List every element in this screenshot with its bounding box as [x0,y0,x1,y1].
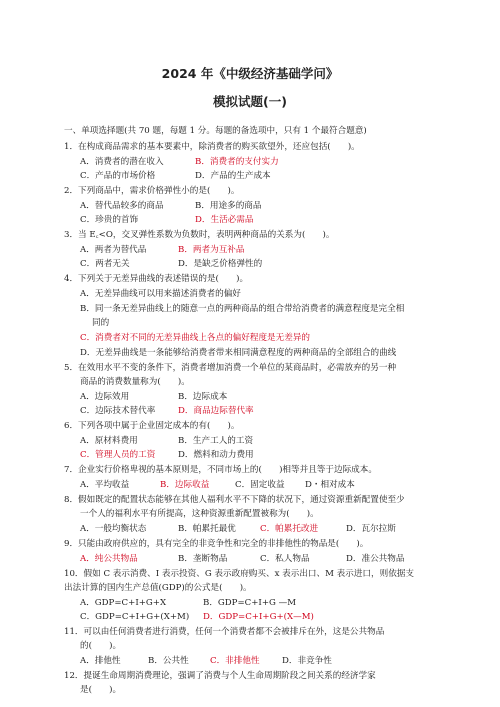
q1-option-b: B．消费者的支付实力 [195,157,279,167]
q6-option-b: B．生产工人的工资 [178,436,254,446]
q2-option-a: A．替代品较多的商品 [80,201,164,211]
question-5-line2: 商品的消费数量称为( )。 [80,377,190,387]
question-6: 6．下列各项中属于企业固定成本的有( )。 [64,421,240,431]
q2-option-c: C．珍贵的首饰 [80,215,139,225]
doc-subtitle: 模拟试题(一) [213,94,287,109]
q8-option-d: D．瓦尔拉斯 [346,524,396,534]
q3-option-d: D．是缺乏价格弹性的 [178,259,263,269]
question-8-line1: 8．假如既定的配置状态能够在其他人福利水平不下降的状况下，通过资源重新配置使至少 [64,495,405,505]
question-12-line2: 是( )。 [80,685,122,695]
question-2: 2．下列商品中，需求价格弹性小的是( )。 [64,186,240,196]
question-11-line1: 11．可以由任何消费者进行消费，任何一个消费者都不会被排斥在外，这是公共物品 [64,627,385,637]
q5-option-d: D．商品边际替代率 [178,406,254,416]
q9-option-c: C．私人物品 [260,554,310,564]
q10-option-b: B．GDP=C+I+G —M [203,598,297,608]
q2-option-b: B．用途多的商品 [195,201,262,211]
question-5-line1: 5．在效用水平不变的条件下，消费者增加消费一个单位的某商品时，必需放弃的另一种 [64,363,397,373]
q5-option-a: A．边际效用 [80,392,130,402]
q10-option-d: D．GDP=C+I+G+(X—M) [203,612,314,622]
q3-option-a: A．两者为替代品 [80,245,147,255]
question-3: 3．当 E꜀<O，交叉弹性系数为负数时，表明两种商品的关系为( )。 [64,230,335,240]
q4-option-d: D．无差异曲线是一条能够给消费者带来相同满意程度的两种商品的全部组合的曲线 [80,348,397,358]
q1-option-d: D．产品的生产成本 [195,171,271,181]
q6-option-c: C．管理人员的工资 [80,450,156,460]
q9-option-a: A．纯公共物品 [80,554,138,564]
question-10-line2: 出法计算的国内生产总值(GDP)的公式是( )。 [64,583,252,593]
q11-option-d: D．非竞争性 [282,656,332,666]
q9-option-b: B．垄断物品 [178,554,228,564]
q8-option-a: A．一般均衡状态 [80,524,147,534]
question-9: 9．只能由政府供应的，具有完全的非竞争性和完全的非排他性的物品是( )。 [64,539,369,549]
q10-option-c: C．GDP=C+I+G+(X+M) [80,612,190,622]
q7-option-a: A．平均收益 [80,480,130,490]
q1-option-c: C．产品的市场价格 [80,171,156,181]
question-11-line2: 的( )。 [80,641,122,651]
q8-option-b: B．帕累托最优 [178,524,236,534]
q9-option-d: D．准公共物品 [346,554,405,564]
q4-option-b-line1: B．同一条无差异曲线上的随意一点的两种商品的组合带给消费者的满意程度是完全相 [80,304,405,314]
question-1: 1．在构成商品需求的基本要素中，除消费者的购买欲望外，还应包括( )。 [64,142,360,152]
question-8-line2: 一个人的福利水平有所提高，这种资源重新配置被称为( )。 [80,509,319,519]
q10-option-a: A．GDP=C+I+G+X [80,598,167,608]
q5-option-c: C．边际技术替代率 [80,406,156,416]
q6-option-d: D．燃料和动力费用 [178,450,254,460]
q5-option-b: B．边际成本 [178,392,228,402]
q7-option-c: C．固定收益 [235,480,285,490]
question-10-line1: 10．假如 C 表示消费、I 表示投资、G 表示政府购买、x 表示出口、M 表示进口，则依据支 [64,569,414,579]
q6-option-a: A．原材料费用 [80,436,138,446]
question-12: 12．提诞生命周期消费理论，强调了消费与个人生命周期阶段之间关系的经济学家 [64,671,376,681]
q2-option-d: D．生活必需品 [195,215,254,225]
q3-option-b: B．两者为互补品 [178,245,245,255]
q11-option-a: A．排他性 [80,656,121,666]
q11-option-b: B．公共性 [148,656,189,666]
question-4: 4．下列关于无差异曲线的表述错误的是( )。 [64,274,249,284]
q11-option-c: C．非排他性 [210,656,260,666]
q4-option-a: A．无差异曲线可以用来描述消费者的偏好 [80,289,241,299]
q1-option-a: A．消费者的潜在收入 [80,157,164,167]
q4-option-b-line2: 同的 [92,318,110,328]
q4-option-c: C．消费者对不同的无差异曲线上各点的偏好程度是无差异的 [80,333,311,343]
section-header: 一、单项选择题(共 70 题，每题 1 分。每题的备选项中，只有 1 个最符合题意) [64,126,367,136]
q8-option-c: C．帕累托改进 [260,524,319,534]
doc-title: 2024 年《中级经济基础学问》 [161,66,339,81]
q7-option-b: B．边际收益 [160,480,210,490]
q3-option-c: C．两者无关 [80,259,130,269]
question-7: 7．企业实行价格卑视的基本原则是，不同市场上的( )相等并且等于边际成本。 [64,465,377,475]
q7-option-d: D・相对成本 [305,480,355,490]
